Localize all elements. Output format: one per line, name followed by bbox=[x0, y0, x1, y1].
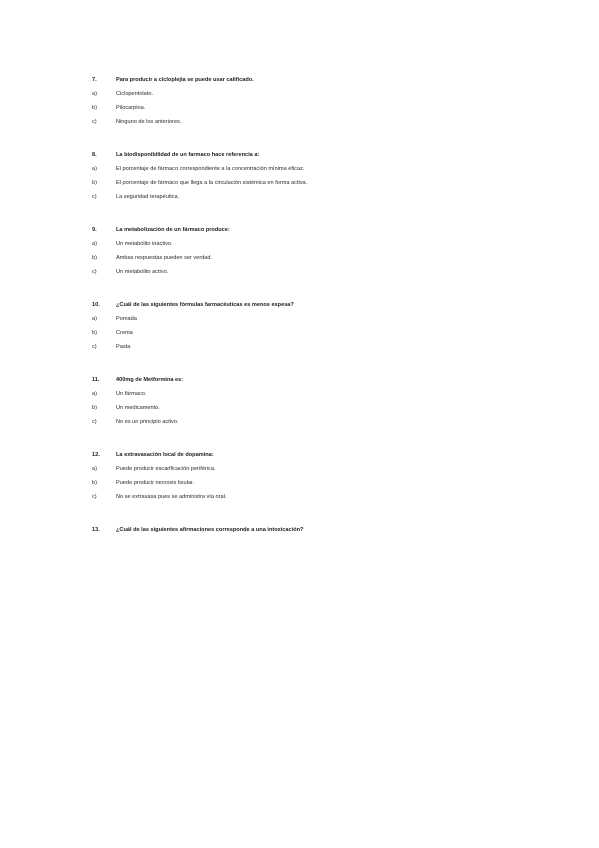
option-letter: b) bbox=[92, 255, 97, 261]
option-letter: b) bbox=[92, 480, 97, 486]
question-12 bbox=[92, 448, 512, 504]
question-text: La biodisponibilidad de un farmaco hace referencia a: bbox=[116, 152, 260, 158]
question-heading bbox=[92, 448, 512, 462]
option-b bbox=[92, 101, 512, 115]
option-text: Un metabolito inactivo. bbox=[116, 241, 173, 247]
question-text: ¿Cuál de las siguientes fórmulas farmacéuticas es menos espesa? bbox=[116, 302, 294, 308]
option-text: Puede producir necrosis tisular. bbox=[116, 480, 195, 486]
option-a bbox=[92, 87, 512, 101]
option-letter: c) bbox=[92, 494, 97, 500]
option-a bbox=[92, 237, 512, 251]
question-heading bbox=[92, 298, 512, 312]
option-letter: b) bbox=[92, 105, 97, 111]
option-letter: a) bbox=[92, 316, 97, 322]
question-number: 9. bbox=[92, 227, 97, 233]
option-text: Puede producir escarificación periférica. bbox=[116, 466, 216, 472]
option-letter: a) bbox=[92, 466, 97, 472]
question-text: 400mg de Metformina es: bbox=[116, 377, 184, 383]
option-b bbox=[92, 176, 512, 190]
question-heading bbox=[92, 523, 512, 537]
question-number: 13. bbox=[92, 527, 100, 533]
option-letter: a) bbox=[92, 91, 97, 97]
option-b bbox=[92, 326, 512, 340]
question-heading bbox=[92, 148, 512, 162]
option-letter: c) bbox=[92, 269, 97, 275]
option-c bbox=[92, 190, 512, 204]
option-b bbox=[92, 476, 512, 490]
option-letter: a) bbox=[92, 166, 97, 172]
question-10 bbox=[92, 298, 512, 354]
question-text: La metabolización de un fármaco produce: bbox=[116, 227, 230, 233]
option-a bbox=[92, 387, 512, 401]
option-a bbox=[92, 462, 512, 476]
question-text: La extravasación local de dopamina: bbox=[116, 452, 214, 458]
question-heading bbox=[92, 73, 512, 87]
question-number: 10. bbox=[92, 302, 100, 308]
option-letter: c) bbox=[92, 194, 97, 200]
question-text: Para producir a cicloplejia se puede usar calificado. bbox=[116, 77, 254, 83]
question-8 bbox=[92, 148, 512, 204]
question-heading bbox=[92, 223, 512, 237]
option-letter: b) bbox=[92, 180, 97, 186]
option-text: Ciclopentolato. bbox=[116, 91, 154, 97]
option-c bbox=[92, 265, 512, 279]
option-text: Pasta bbox=[116, 344, 131, 350]
option-c bbox=[92, 115, 512, 129]
option-c bbox=[92, 340, 512, 354]
question-13 bbox=[92, 523, 512, 537]
option-text: Un medicamento. bbox=[116, 405, 160, 411]
option-text: No se extravasa pues se administra vía oral. bbox=[116, 494, 227, 500]
option-text: El porcentaje de fármaco que llega a la circulación sistémica en forma activa. bbox=[116, 180, 308, 186]
option-letter: a) bbox=[92, 241, 97, 247]
question-number: 7. bbox=[92, 77, 97, 83]
option-letter: c) bbox=[92, 419, 97, 425]
option-text: Crema bbox=[116, 330, 133, 336]
option-letter: c) bbox=[92, 344, 97, 350]
option-b bbox=[92, 401, 512, 415]
option-a bbox=[92, 312, 512, 326]
question-list bbox=[92, 73, 512, 556]
option-letter: b) bbox=[92, 405, 97, 411]
question-heading bbox=[92, 373, 512, 387]
option-text: Pilocarpina. bbox=[116, 105, 146, 111]
option-text: La seguridad terapéutica. bbox=[116, 194, 180, 200]
option-letter: c) bbox=[92, 119, 97, 125]
option-text: Ambas respuestas pueden ser verdad. bbox=[116, 255, 213, 261]
option-c bbox=[92, 490, 512, 504]
option-text: El porcentaje de fármaco correspondiente a la concentración mínima eficaz. bbox=[116, 166, 305, 172]
option-text: Un fármaco. bbox=[116, 391, 147, 397]
option-c bbox=[92, 415, 512, 429]
question-number: 8. bbox=[92, 152, 97, 158]
option-b bbox=[92, 251, 512, 265]
question-11 bbox=[92, 373, 512, 429]
option-text: Pomada bbox=[116, 316, 137, 322]
option-text: No es un principio activo. bbox=[116, 419, 179, 425]
question-text: ¿Cuál de las siguientes afirmaciones corresponde a una intoxicación? bbox=[116, 527, 304, 533]
option-letter: b) bbox=[92, 330, 97, 336]
option-text: Ninguno de los anteriores. bbox=[116, 119, 182, 125]
question-9 bbox=[92, 223, 512, 279]
option-letter: a) bbox=[92, 391, 97, 397]
option-text: Un metabolito activo. bbox=[116, 269, 169, 275]
question-number: 11. bbox=[92, 377, 100, 383]
question-7 bbox=[92, 73, 512, 129]
option-a bbox=[92, 162, 512, 176]
question-number: 12. bbox=[92, 452, 100, 458]
